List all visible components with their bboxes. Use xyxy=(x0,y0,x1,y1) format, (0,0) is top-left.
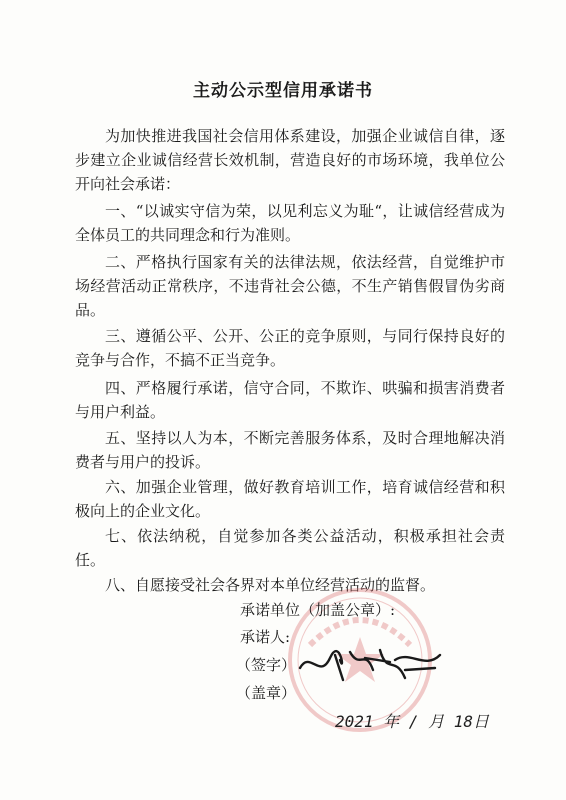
document-title: 主动公示型信用承诺书 xyxy=(193,81,373,101)
commitment-item-2: 二、严格执行国家有关的法律法规，依法经营，自觉维护市场经营活动正常秩序，不违背社会公德，不生产销售假冒伪劣商品。 xyxy=(75,253,505,319)
commitment-item-3: 三、遵循公平、公开、公正的竞争原则，与同行保持良好的竞争与合作，不搞不正当竞争。 xyxy=(75,327,505,369)
commitment-item-8: 八、自愿接受社会各界对本单位经营活动的监督。 xyxy=(105,576,436,594)
promising-unit-label: 承诺单位（加盖公章）: xyxy=(240,601,396,619)
stamp-label: （盖章） xyxy=(236,684,297,702)
signature-label: （签字） xyxy=(236,656,297,674)
commitment-item-1: 一、“以诚实守信为荣，以见利忘义为耻“，让诚信经营成为全体员工的共同理念和行为准则。 xyxy=(75,202,505,244)
promisor-label: 承诺人: xyxy=(240,628,291,646)
commitment-item-5: 五、坚持以人为本，不断完善服务体系，及时合理地解决消费者与用户的投诉。 xyxy=(75,429,505,471)
signing-date: 2021 年 / 月 18日 xyxy=(335,712,489,731)
intro-paragraph: 为加快推进我国社会信用体系建设，加强企业诚信自律，逐步建立企业诚信经营长效机制，营造良好的市场环境，我单位公开向社会承诺： xyxy=(75,127,505,193)
commitment-item-7: 七、依法纳税，自觉参加各类公益活动，积极承担社会责任。 xyxy=(75,527,505,569)
commitment-item-6: 六、加强企业管理，做好教育培训工作，培育诚信经营和积极向上的企业文化。 xyxy=(75,478,505,520)
commitment-item-4: 四、严格履行承诺，信守合同，不欺诈、哄骗和损害消费者与用户利益。 xyxy=(75,379,505,421)
handwritten-signature xyxy=(295,640,445,690)
